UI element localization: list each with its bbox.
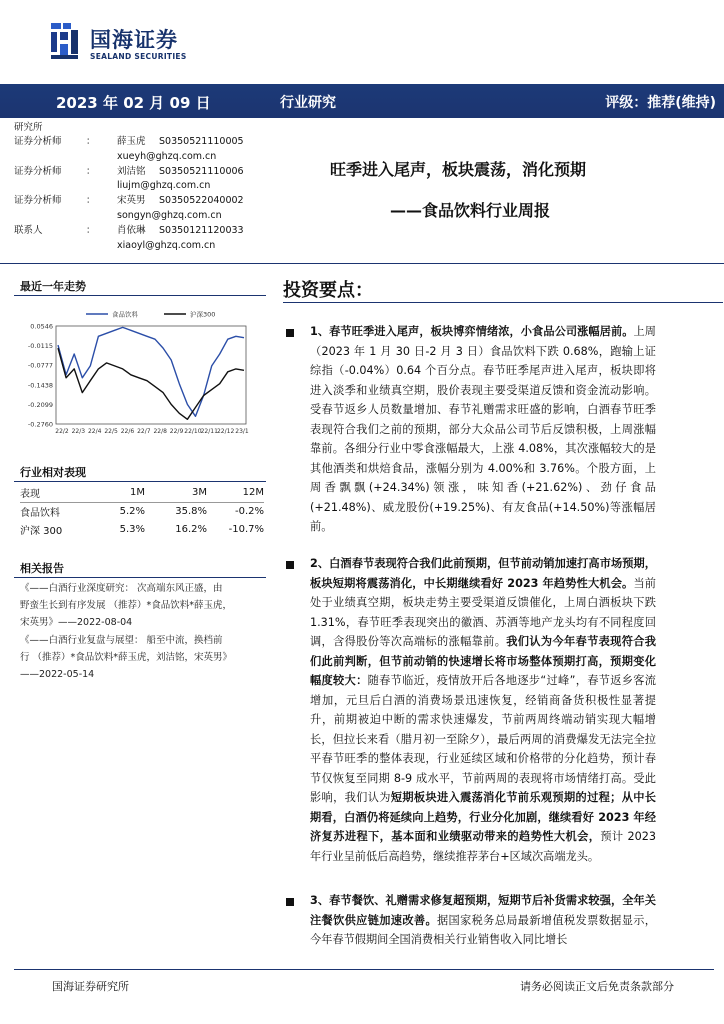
analyst-name: 宋英男 — [117, 195, 146, 207]
report-rating: 评级：推荐(维持) — [605, 95, 716, 111]
x-tick-label: 22/10 — [184, 428, 202, 435]
y-tick-label: -0.2760 — [27, 420, 53, 429]
table-header: 表现 — [20, 484, 90, 502]
x-tick-label: 23/1 — [235, 428, 249, 435]
point-2-heading: 2、白酒春节表现符合我们此前预期，但节前动销加速打高市场预期，板块短期将震荡消化，中长期继续看好 2023 年趋势性大机会。 — [310, 557, 656, 590]
analyst-row — [14, 224, 276, 239]
table-row — [20, 502, 264, 520]
analyst-role: 证券分析师 — [14, 195, 62, 207]
analyst-email-row — [14, 209, 276, 224]
y-tick-label: -0.0115 — [27, 342, 53, 351]
analyst-colon: ： — [86, 224, 96, 236]
related-reports — [20, 580, 266, 683]
table-row — [20, 520, 264, 538]
analyst-role: 联系人 — [14, 224, 43, 236]
analyst-role: 证券分析师 — [14, 136, 62, 147]
table-cell: 16.2% — [175, 523, 207, 535]
report-title: 旺季进入尾声，板块震荡，消化预期 — [330, 160, 587, 179]
invest-title: 投资要点： — [283, 280, 373, 301]
trend-chart — [14, 302, 266, 444]
table-cell: 5.3% — [119, 523, 145, 535]
point-2-text: 预计 2023 年行业呈前低后高趋势，继续推荐茅台+区域次高端龙头。 — [310, 830, 656, 863]
analyst-email-row — [14, 179, 276, 194]
analyst-row — [14, 165, 276, 180]
y-tick-label: -0.2099 — [27, 400, 53, 409]
table-header: 12M — [207, 484, 264, 502]
analyst-email[interactable]: xueyh@ghzq.com.cn — [117, 150, 217, 162]
divider — [0, 263, 724, 264]
footer-left: 国海证券研究所 — [52, 980, 129, 993]
brand-name-en: SEALAND SECURITIES — [90, 52, 187, 61]
x-tick-label: 22/4 — [87, 428, 102, 435]
x-tick-label: 22/8 — [153, 428, 167, 435]
legend-label: 沪深300 — [190, 310, 216, 319]
table-cell: 食品饮料 — [20, 507, 60, 519]
bullet-icon — [286, 898, 294, 906]
performance-title: 行业相对表现 — [20, 466, 86, 479]
analyst-cert: S0350121120033 — [159, 224, 244, 236]
analyst-email-row — [14, 150, 276, 165]
analyst-email-row — [14, 239, 276, 254]
table-header: 3M — [145, 484, 207, 502]
table-cell: -10.7% — [228, 523, 264, 535]
analyst-name: 薛玉虎 — [117, 136, 146, 147]
y-tick-label: -0.0777 — [27, 361, 53, 370]
series-line-food-beverage — [58, 327, 244, 416]
analyst-name: 刘洁铭 — [117, 165, 146, 177]
brand-logo — [50, 20, 190, 68]
divider — [14, 481, 266, 482]
report-type: 行业研究 — [280, 95, 336, 111]
report-banner — [0, 84, 724, 118]
table-header-row — [20, 484, 264, 502]
analyst-cert: S0350522040002 — [159, 195, 244, 207]
bullet-icon — [286, 329, 294, 337]
x-tick-label: 22/6 — [120, 428, 135, 435]
point-1-heading: 1、春节旺季进入尾声，板块博弈情绪浓，小食品公司涨幅居前。 — [310, 325, 634, 338]
analyst-row — [14, 135, 276, 150]
divider — [14, 295, 266, 296]
y-tick-label: 0.0546 — [30, 322, 53, 331]
x-tick-label: 22/2 — [55, 428, 69, 435]
related-line[interactable]: 《——白酒行业深度研究： 次高端东风正盛，由 — [20, 583, 223, 594]
analyst-email[interactable]: xiaoyl@ghzq.com.cn — [117, 239, 216, 251]
analyst-email[interactable]: songyn@ghzq.com.cn — [117, 209, 222, 221]
research-institute: 研究所 — [14, 122, 43, 133]
table-cell: 35.8% — [175, 505, 207, 517]
y-tick-label: -0.1438 — [27, 381, 53, 390]
analyst-colon: ： — [86, 136, 96, 147]
analyst-row — [14, 194, 276, 209]
x-tick-label: 22/11 — [200, 428, 218, 435]
table-header: 1M — [90, 484, 145, 502]
table-cell: 沪深 300 — [20, 525, 63, 537]
divider — [14, 577, 266, 578]
point-3-text: 据国家税务总局最新增值税发票数据显示，今年春节假期间全国消费相关行业销售收入同比增长 — [310, 913, 656, 946]
x-tick-label: 22/7 — [137, 428, 151, 435]
table-cell: 5.2% — [119, 505, 145, 517]
related-line[interactable]: 行 （推荐）*食品饮料*薛玉虎，刘洁铭，宋英男》 — [20, 651, 233, 663]
point-3 — [310, 891, 656, 950]
point-2-emphasis: 我们认为今年春节表现符合我们此前判断，但节前动销的快速增长将市场整体预期打高，预期变化幅度较大： — [310, 635, 656, 687]
footer-disclaimer: 请务必阅读正文后免责条款部分 — [520, 980, 674, 993]
analyst-cert: S0350521110006 — [159, 165, 244, 177]
sealand-logo-icon — [50, 20, 84, 62]
analyst-cert: S0350521110005 — [159, 136, 244, 147]
point-2 — [310, 554, 656, 866]
analyst-email[interactable]: liujm@ghzq.com.cn — [117, 180, 211, 192]
table-cell: -0.2% — [234, 505, 264, 517]
x-tick-label: 22/12 — [216, 428, 235, 435]
x-tick-label: 22/9 — [169, 428, 184, 435]
point-2-emphasis: 短期板块进入震荡消化节前乐观预期的过程；从中长期看，白酒仍将延续向上趋势，行业分化加剧，继续看好 2023 年经济复苏进程下，基本面和业绩驱动带来的趋势性大机会， — [310, 791, 656, 843]
point-1-text: 上周（2023 年 1 月 30 日-2 月 3 日）食品饮料下跌 0.68%，跑输上证综指（-0.04%）0.64 个百分点。春节旺季尾声进入尾声，板块即将进入淡季和业绩真空期，股价表现主要受渠道反馈和资金流动影响。受春节返乡人员数量增加、春节礼赠需求旺盛的影响，白酒春节旺季表现符合我们之前的预期，部分大众品公司节后反馈积极，上周涨幅靠前。各细分行业中零食涨幅最大，上涨 4.08%，其次涨幅较大的是其他酒类和烘焙食品，涨幅分别为 4.00%和 3.76%。个股方面，上周香飘飘(+24.34%)领涨，味知香(+21.62%)、劲仔食品(+21.48%)、威龙股份(+19.25%)、有友食品(+14.50%)等涨幅居前。 — [310, 325, 656, 533]
point-3-heading: 3、春节餐饮、礼赠需求修复超预期，短期节后补货需求较强，全年关注餐饮供应链加速改善。 — [310, 894, 656, 927]
point-2-text: 随春节临近，疫情放开后各地逐步“过峰”，春节返乡客流增加，元旦后白酒的消费场景迅速恢复，经销商备货积极性显著提升，前期被迫中断的需求快速爆发，节前两周终端动销实现大幅增长，但拉长来看（腊月初一至除夕），最后两周的消费爆发无法完全拉平春节旺季的整体表现，行业延续区域和价格带的分化趋势，预计春节仅恢复至同期 8-9 成水平，节前两周的表现将市场情绪打高。受此影响，我们认为 — [310, 674, 656, 804]
point-1 — [310, 322, 656, 537]
report-date: 2023 年 02 月 09 日 — [56, 94, 211, 112]
performance-table — [20, 484, 264, 538]
divider — [14, 969, 714, 970]
related-line[interactable]: 《——白酒行业复盘与展望： 船至中流，换档前 — [20, 634, 223, 646]
brand-name-cn: 国海证券 — [90, 28, 178, 52]
related-title: 相关报告 — [20, 562, 64, 575]
report-subtitle: ——食品饮料行业周报 — [390, 201, 551, 220]
legend-label: 食品饮料 — [112, 310, 138, 319]
divider — [283, 302, 723, 303]
point-2-text: 当前处于业绩真空期，板块走势主要受渠道反馈催化，上周白酒板块下跌 1.31%，春节旺季表现突出的徽酒、苏酒等地产龙头均有不同程度回调，含得股份等次高端标的涨幅靠前。 — [310, 576, 656, 648]
analyst-block — [14, 121, 276, 253]
x-tick-label: 22/5 — [104, 428, 118, 435]
analyst-colon: ： — [86, 165, 96, 177]
bullet-icon — [286, 561, 294, 569]
related-line[interactable]: 野蛮生长到有序发展 （推荐）*食品饮料*薛玉虎， — [20, 600, 233, 612]
analyst-role: 证券分析师 — [14, 165, 62, 177]
related-line[interactable]: ——2022-05-14 — [20, 669, 95, 681]
analyst-colon: ： — [86, 195, 96, 207]
related-line[interactable]: 宋英男》——2022-08-04 — [20, 617, 133, 629]
trend-title: 最近一年走势 — [20, 280, 86, 293]
x-tick-label: 22/3 — [71, 428, 86, 435]
analyst-name: 肖依琳 — [117, 224, 146, 236]
